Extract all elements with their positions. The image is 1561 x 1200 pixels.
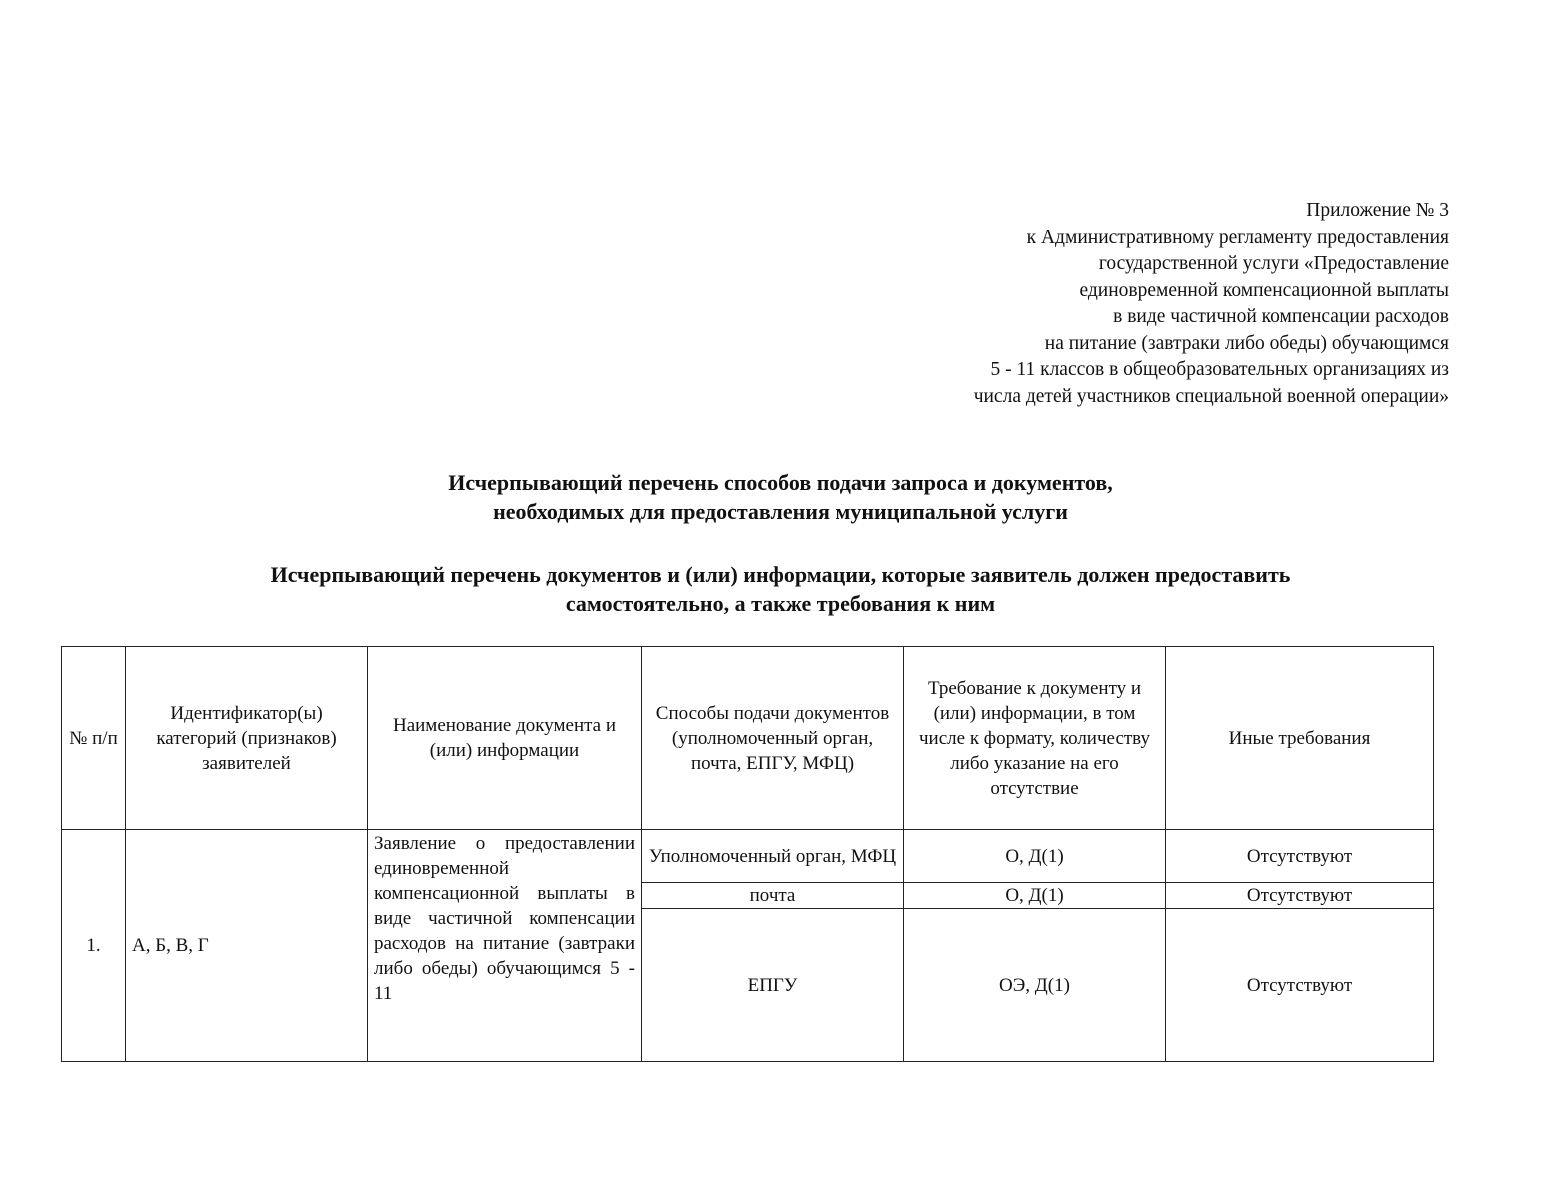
- documents-table: [61, 646, 1434, 1062]
- header-document-requirements: Требование к документу и (или) информации, в том числе к формату, количеству либо указание на его отсутствие: [904, 647, 1166, 830]
- appendix-line: единовременной компенсационной выплаты: [1079, 279, 1449, 301]
- appendix-line: 5 - 11 классов в общеобразовательных организациях из: [990, 359, 1449, 380]
- main-title-line-1: Исчерпывающий перечень способов подачи запроса и документов,: [448, 470, 1113, 495]
- header-submission-methods: Способы подачи документов (уполномоченный орган, почта, ЕПГУ, МФЦ): [642, 647, 904, 830]
- row-categories: А, Б, В, Г: [126, 830, 368, 1062]
- requirement-cell: ОЭ, Д(1): [904, 909, 1166, 1062]
- other-requirements-cell: Отсутствуют: [1166, 830, 1434, 883]
- header-number: № п/п: [62, 647, 126, 830]
- sub-title-line-2: самостоятельно, а также требования к ним: [565, 591, 996, 616]
- header-other-requirements: Иные требования: [1166, 647, 1434, 830]
- method-cell: почта: [642, 883, 904, 909]
- sub-title-line-1: Исчерпывающий перечень документов и (или) информации, которые заявитель должен предоставить: [270, 562, 1291, 587]
- appendix-line: числа детей участников специальной военной операции»: [973, 385, 1449, 407]
- header-categories: Идентификатор(ы) категорий (признаков) заявителей: [126, 647, 368, 830]
- header-document-name: Наименование документа и (или) информации: [368, 647, 642, 830]
- requirement-cell: О, Д(1): [904, 883, 1166, 909]
- row-document-text: Заявление о предоставлении единовременной компенсационной выплаты в виде частичной компенсации расходов на питание (завтраки либо обеды) обучающимся 5 - 11: [374, 833, 635, 1004]
- appendix-line: к Административному регламенту предоставления: [1026, 226, 1449, 248]
- table-row: [62, 830, 1434, 883]
- row-number: 1.: [62, 830, 126, 1062]
- main-title: [0, 468, 1561, 526]
- appendix-line: государственной услуги «Предоставление: [1098, 253, 1449, 274]
- other-requirements-cell: Отсутствуют: [1166, 909, 1434, 1062]
- method-cell: Уполномоченный орган, МФЦ: [642, 830, 904, 883]
- other-requirements-cell: Отсутствуют: [1166, 883, 1434, 909]
- table-header-row: [62, 647, 1434, 830]
- row-document-name: [368, 830, 642, 1062]
- main-title-line-2: необходимых для предоставления муниципальной услуги: [493, 499, 1068, 524]
- appendix-line: Приложение № 3: [1306, 200, 1449, 221]
- method-cell: ЕПГУ: [642, 909, 904, 1062]
- sub-title: [0, 560, 1561, 618]
- requirement-cell: О, Д(1): [904, 830, 1166, 883]
- appendix-line: на питание (завтраки либо обеды) обучающимся: [1044, 332, 1449, 354]
- appendix-line: в виде частичной компенсации расходов: [1113, 306, 1449, 327]
- appendix-header: [974, 198, 1449, 410]
